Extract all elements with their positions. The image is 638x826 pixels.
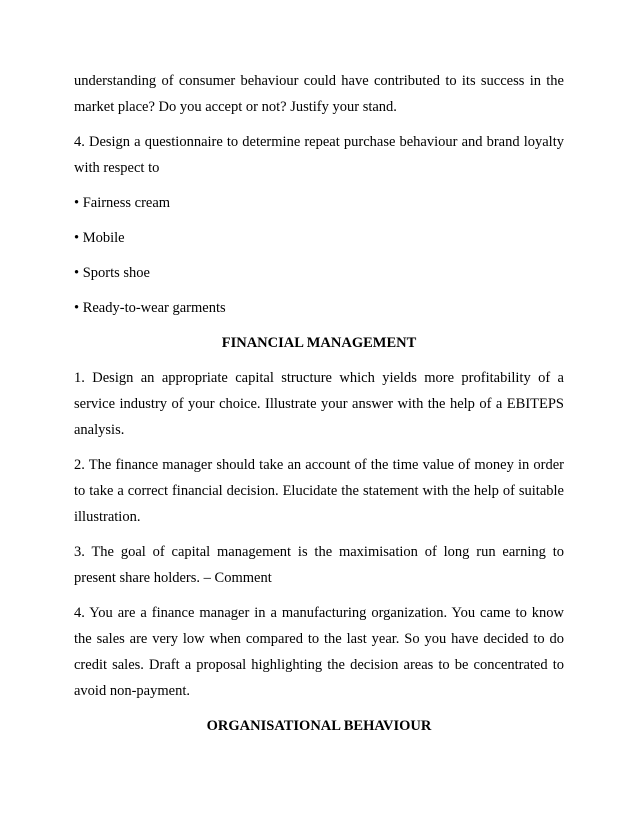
finance-question-3: 3. The goal of capital management is the maximisation of long run earning to present share holders. – Comment: [74, 544, 564, 586]
spacer: [74, 321, 564, 330]
marketing-question-4: 4. Design a questionnaire to determine repeat purchase behaviour and brand loyalty with respect to: [74, 134, 564, 176]
spacer: [74, 356, 564, 365]
spacer: [74, 251, 564, 260]
section-heading-organisational-behaviour: ORGANISATIONAL BEHAVIOUR: [206, 718, 432, 734]
spacer: [74, 286, 564, 295]
spacer: [74, 704, 564, 713]
finance-question-1: 1. Design an appropriate capital structure which yields more profitability of a service industry of your choice. Illustrate your answer with the help of a EBITEPS analysis.: [74, 370, 564, 438]
section-heading-financial-management: FINANCIAL MANAGEMENT: [221, 335, 417, 351]
spacer: [74, 530, 564, 539]
finance-question-2: 2. The finance manager should take an account of the time value of money in order to take a correct financial decision. Elucidate the statement with the help of suitable illustration.: [74, 457, 564, 525]
bullet-item-mobile: • Mobile: [74, 230, 125, 246]
spacer: [74, 216, 564, 225]
spacer: [74, 120, 564, 129]
spacer: [74, 591, 564, 600]
spacer: [74, 443, 564, 452]
finance-question-4: 4. You are a finance manager in a manufacturing organization. You came to know the sales are very low when compared to the last year. So you have decided to do credit sales. Draft a proposal highlighting the decision areas to be concentrated to avoid non-payment.: [74, 605, 564, 699]
bullet-item-ready-to-wear: • Ready-to-wear garments: [74, 300, 226, 316]
bullet-item-sports-shoe: • Sports shoe: [74, 265, 150, 281]
continuation-paragraph: understanding of consumer behaviour could have contributed to its success in the market place? Do you accept or not? Justify your stand.: [74, 73, 564, 115]
spacer: [74, 181, 564, 190]
bullet-item-fairness-cream: • Fairness cream: [74, 195, 171, 211]
